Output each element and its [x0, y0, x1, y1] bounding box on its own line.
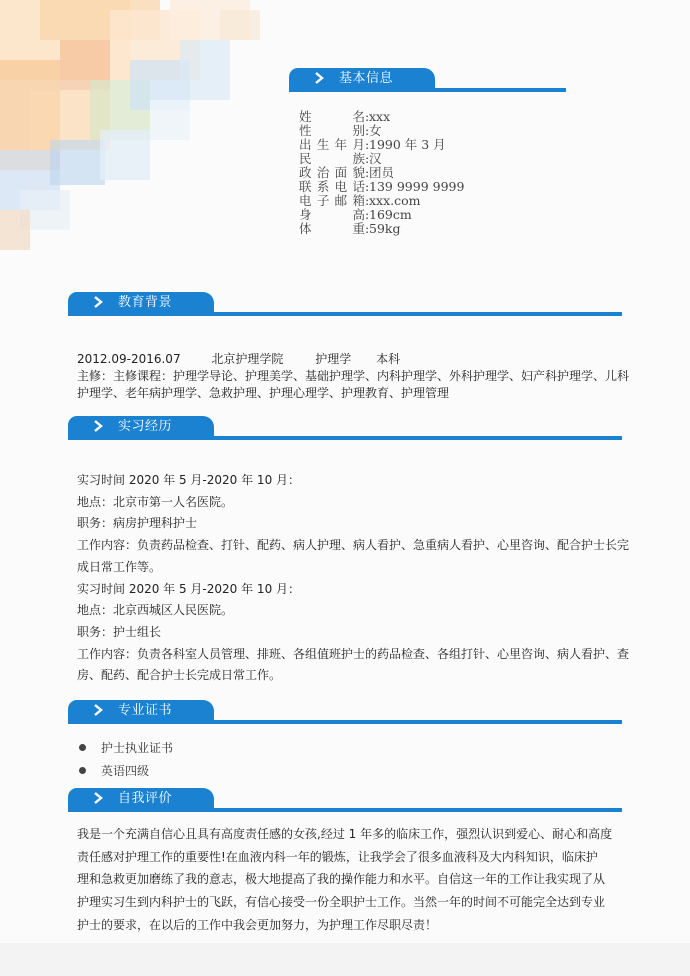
chevron-right-icon: [90, 418, 106, 434]
info-row: [299, 110, 464, 124]
self-evaluation-line: 护士的要求，在以后的工作中我会更加努力，为护理工作尽职尽责！: [77, 917, 438, 932]
info-row: [299, 180, 464, 194]
info-value: 59kg: [369, 221, 401, 236]
decorative-mosaic-image: [0, 0, 290, 260]
internship-line: 职务：护士组长: [77, 624, 162, 639]
section-title: 自我评价: [118, 791, 173, 806]
bullet-dot-icon: [79, 744, 86, 751]
info-row: [299, 194, 464, 208]
education-summary: [77, 350, 400, 367]
info-row: [299, 166, 464, 180]
info-value: xxx: [369, 109, 391, 124]
info-colon: :: [365, 221, 370, 236]
chevron-right-icon: [90, 702, 106, 718]
internship-line: 实习时间 2020 年 5 月-2020 年 10 月：: [77, 473, 301, 487]
section-header-basic: [289, 68, 566, 92]
info-label: 民族: [299, 151, 365, 166]
internship-line: 工作内容：负责各科室人员管理、排班、各组值班护士的药品检查、各组打针、心里咨询、病人看护、查: [77, 646, 630, 661]
self-evaluation-line: 理和急救更加磨练了我的意志，极大地提高了我的操作能力和水平。自信这一年的工作让我实现了从: [77, 872, 606, 887]
education-courses-line: 护理学、老年病护理学、急救护理、护理心理学、护理教育、护理管理: [77, 386, 450, 400]
info-row: [299, 138, 464, 152]
basic-info-list: [299, 110, 464, 236]
section-header-certificates: [68, 700, 622, 724]
internship-line: 成日常工作等。: [77, 559, 162, 574]
info-label: 性别: [299, 123, 365, 138]
info-colon: :: [365, 193, 370, 208]
section-title: 基本信息: [339, 71, 394, 86]
info-value: 139 9999 9999: [369, 179, 465, 194]
section-title: 教育背景: [118, 295, 173, 310]
education-courses-line: 主修：主修课程：护理学导论、护理美学、基础护理学、内科护理学、外科护理学、妇产科护理学、儿科: [77, 369, 630, 383]
education-period: 2012.09-2016.07: [77, 352, 181, 366]
info-value: xxx.com: [369, 193, 421, 208]
info-label: 联系电话: [299, 179, 365, 194]
section-header-internship: [68, 416, 622, 440]
info-row: [299, 124, 464, 138]
education-major: 护理学: [315, 352, 352, 366]
section-header-self-evaluation: [68, 788, 622, 812]
education-degree: 本科: [376, 352, 401, 366]
info-value: 1990 年 3 月: [369, 137, 446, 152]
info-value: 汉: [369, 151, 382, 166]
internship-line: 工作内容：负责药品检查、打针、配药、病人护理、病人看护、急重病人看护、心里咨询、配合护士长完: [77, 538, 630, 553]
certificate-label: 英语四级: [101, 764, 150, 778]
internship-line: 房、配药、配合护士长完成日常工作。: [77, 668, 282, 683]
section-header-education: [68, 292, 622, 316]
certificate-label: 护士执业证书: [101, 741, 174, 755]
chevron-right-icon: [90, 294, 106, 310]
info-label: 体重: [299, 221, 365, 236]
internship-line: 实习时间 2020 年 5 月-2020 年 10 月：: [77, 581, 301, 596]
info-row: [299, 222, 464, 236]
info-colon: :: [365, 109, 370, 124]
info-label: 姓名: [299, 109, 365, 124]
info-value: 169cm: [369, 207, 412, 222]
info-colon: :: [365, 207, 370, 222]
info-value: 团员: [369, 165, 395, 180]
info-value: 女: [369, 123, 382, 138]
chevron-right-icon: [90, 790, 106, 806]
info-row: [299, 208, 464, 222]
self-evaluation-line: 护理实习生到内科护士的飞跃，有信心接受一份全职护士工作。当然一年的时间不可能完全达到专业: [77, 895, 606, 910]
info-colon: :: [365, 137, 370, 152]
info-row: [299, 152, 464, 166]
info-label: 政治面貌: [299, 165, 365, 180]
section-title: 专业证书: [118, 703, 173, 718]
info-label: 身高: [299, 207, 365, 222]
internship-line: 职务：病房护理科护士: [77, 516, 198, 531]
education-school: 北京护理学院: [211, 352, 284, 366]
internship-line: 地点：北京市第一人名医院。: [77, 494, 234, 509]
info-label: 出生年月: [299, 137, 365, 152]
info-label: 电子邮箱: [299, 193, 365, 208]
internship-line: 地点：北京西城区人民医院。: [77, 603, 234, 618]
info-colon: :: [365, 179, 370, 194]
self-evaluation-line: 我是一个充满自信心且具有高度责任感的女孩,经过 1 年多的临床工作，强烈认识到爱心、耐心和高度: [77, 827, 613, 841]
section-title: 实习经历: [118, 419, 173, 434]
info-colon: :: [365, 123, 370, 138]
chevron-right-icon: [311, 70, 327, 86]
self-evaluation-line: 责任感对护理工作的重要性!在血液内科一年的锻炼，让我学会了很多血液科及大内科知识，临床护: [77, 849, 598, 864]
info-colon: :: [365, 165, 370, 180]
info-colon: :: [365, 151, 370, 166]
bullet-dot-icon: [79, 767, 86, 774]
